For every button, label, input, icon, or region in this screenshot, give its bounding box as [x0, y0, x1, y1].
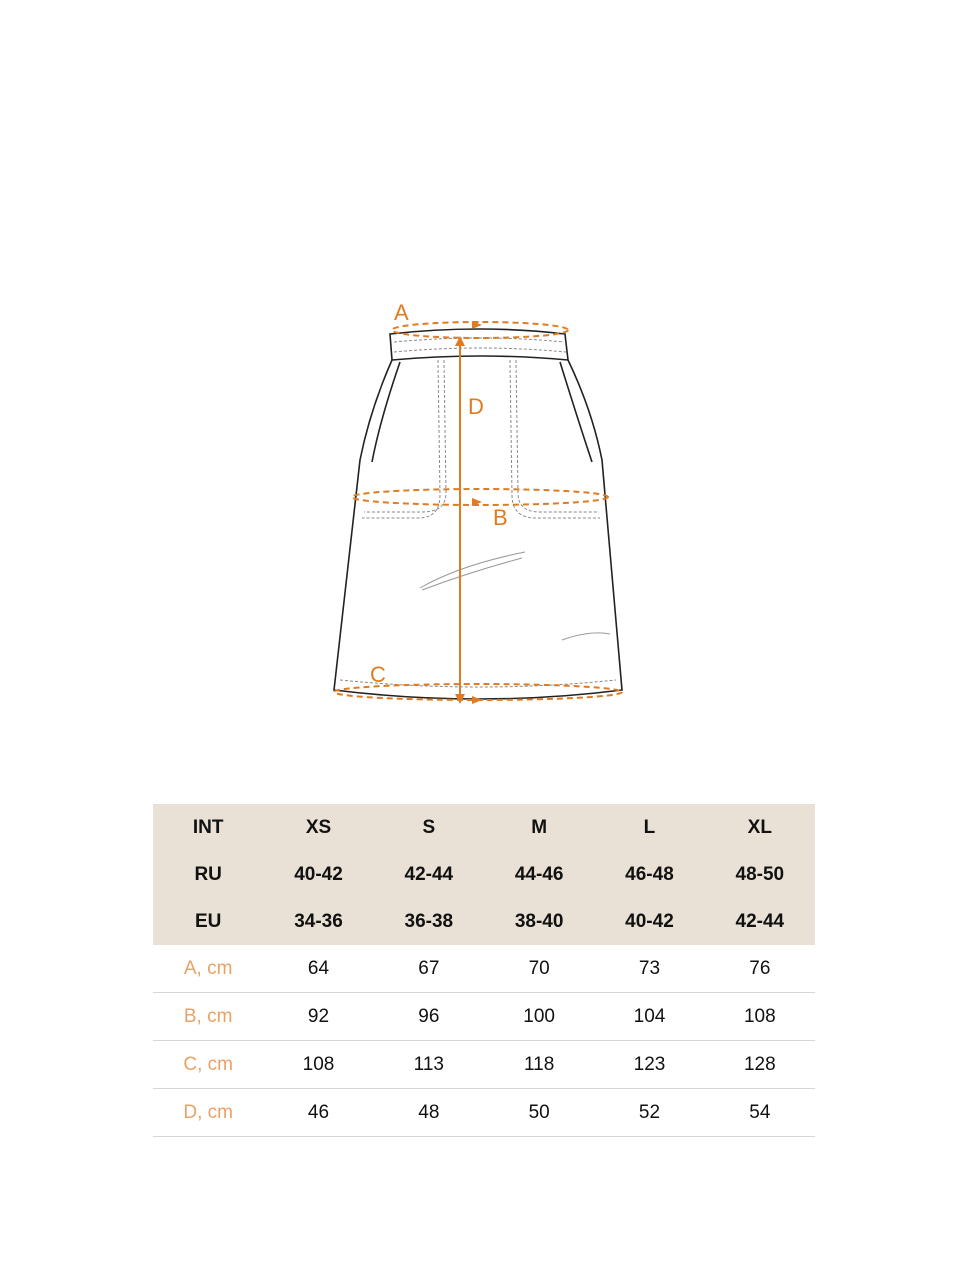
header-row-label: RU [153, 851, 263, 898]
table-cell: 38-40 [484, 898, 594, 945]
skirt-stitching [340, 338, 616, 687]
measure-row-label: B, cm [153, 993, 263, 1041]
table-cell: 48 [374, 1089, 484, 1137]
table-cell: 100 [484, 993, 594, 1041]
label-d: D [468, 394, 484, 419]
skirt-outline [334, 329, 622, 699]
table-cell: 52 [594, 1089, 704, 1137]
measure-row [153, 993, 815, 1041]
skirt-measurement-diagram [310, 290, 650, 730]
table-cell: 36-38 [374, 898, 484, 945]
table-cell: 123 [594, 1041, 704, 1089]
table-cell: 76 [705, 945, 815, 993]
table-cell: 34-36 [263, 898, 373, 945]
measure-row [153, 945, 815, 993]
table-cell: 40-42 [263, 851, 373, 898]
table-cell: 67 [374, 945, 484, 993]
table-cell: 118 [484, 1041, 594, 1089]
table-cell: S [374, 804, 484, 851]
table-cell: 46 [263, 1089, 373, 1137]
table-cell: 96 [374, 993, 484, 1041]
table-cell: 108 [705, 993, 815, 1041]
table-cell: 46-48 [594, 851, 704, 898]
table-cell: 108 [263, 1041, 373, 1089]
table-cell: M [484, 804, 594, 851]
measure-row-label: D, cm [153, 1089, 263, 1137]
label-c: C [370, 662, 386, 687]
table-cell: L [594, 804, 704, 851]
table-cell: 64 [263, 945, 373, 993]
measure-row-label: A, cm [153, 945, 263, 993]
table-cell: 70 [484, 945, 594, 993]
header-row-label: INT [153, 804, 263, 851]
table-cell: 104 [594, 993, 704, 1041]
table-cell: 42-44 [705, 898, 815, 945]
size-chart-table [153, 804, 815, 1137]
table-cell: 54 [705, 1089, 815, 1137]
fabric-fold-lines [420, 552, 610, 640]
table-cell: 42-44 [374, 851, 484, 898]
table-cell: 92 [263, 993, 373, 1041]
label-a: A [394, 300, 409, 325]
table-cell: XL [705, 804, 815, 851]
header-row-label: EU [153, 898, 263, 945]
table-cell: 73 [594, 945, 704, 993]
header-row [153, 804, 815, 851]
table-cell: 113 [374, 1041, 484, 1089]
table-cell: 50 [484, 1089, 594, 1137]
table-cell: XS [263, 804, 373, 851]
header-row [153, 851, 815, 898]
label-b: B [493, 505, 508, 530]
measure-row-label: C, cm [153, 1041, 263, 1089]
table-cell: 40-42 [594, 898, 704, 945]
measure-row [153, 1041, 815, 1089]
header-row [153, 898, 815, 945]
measure-row [153, 1089, 815, 1137]
table-cell: 48-50 [705, 851, 815, 898]
table-cell: 128 [705, 1041, 815, 1089]
table-cell: 44-46 [484, 851, 594, 898]
